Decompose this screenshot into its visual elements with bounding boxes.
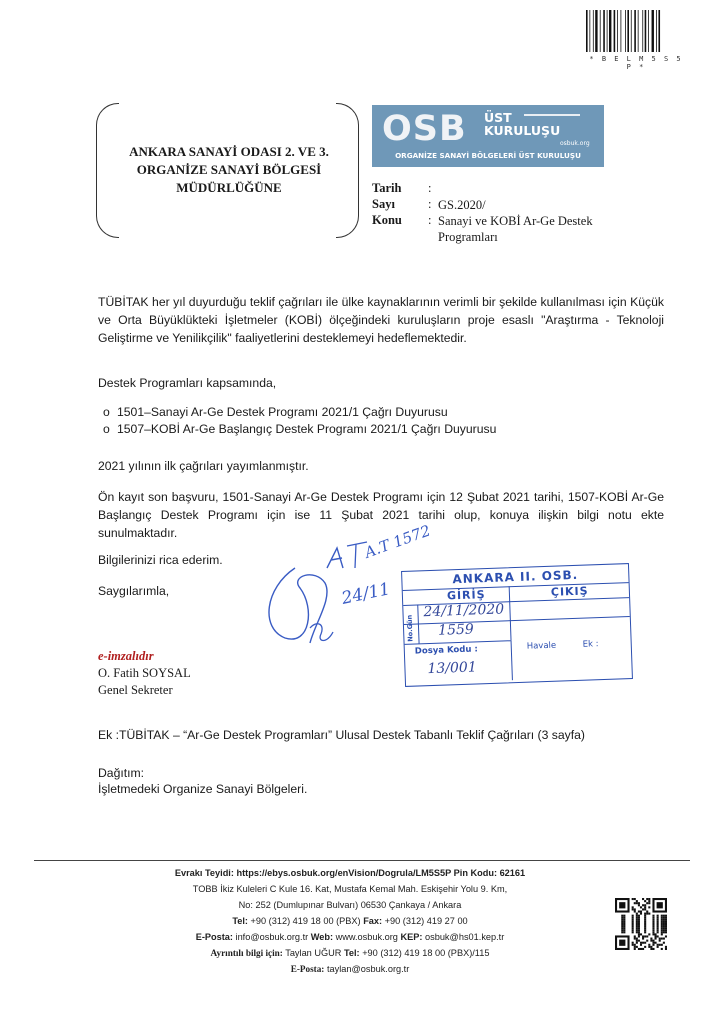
kep-label: KEP: xyxy=(400,932,423,942)
subject-colon: : xyxy=(428,213,432,227)
esign-label: e-imzalıdır xyxy=(98,649,154,663)
contact-tel-label: Tel: xyxy=(343,948,360,958)
contact-label: Ayrıntılı bilgi için: xyxy=(210,948,283,958)
email-value[interactable]: info@osbuk.org.tr xyxy=(235,932,309,942)
signer-title: Genel Sekreter xyxy=(98,683,173,697)
stamp-ek-label: Ek : xyxy=(582,639,599,650)
logo-subtitle: ORGANİZE SANAYİ BÖLGELERİ ÜST KURULUŞU xyxy=(395,151,581,160)
footer-address-1: TOBB İkiz Kuleleri C Kule 16. Kat, Mustafa Kemal Mah. Eskişehir Yolu 9. Km, xyxy=(192,884,508,894)
verify-link[interactable]: https://ebys.osbuk.org/enVision/Dogrula/LM5S5P Pin Kodu: 62161 xyxy=(236,868,526,878)
recipient-line-3: MÜDÜRLÜĞÜNE xyxy=(176,180,282,195)
date-label: Tarih xyxy=(372,181,402,195)
contact-email-value[interactable]: taylan@osbuk.org.tr xyxy=(326,964,410,974)
footer-address-2: No: 252 (Dumlupınar Bulvarı) 06530 Çankaya / Ankara xyxy=(238,900,462,910)
subject-value: Sanayi ve KOBİ Ar-Ge Destek Programları xyxy=(438,214,593,244)
signer-block xyxy=(98,665,191,699)
attachment-line: Ek :TÜBİTAK – “Ar-Ge Destek Programları” Ulusal Destek Tabanlı Teklif Çağrıları (3 sayfa) xyxy=(98,728,585,742)
footer-verify xyxy=(100,865,600,881)
footer-contact-person xyxy=(100,945,600,961)
contact-tel-value: +90 (312) 419 18 00 (PBX)/115 xyxy=(362,948,490,958)
logo-url: osbuk.org xyxy=(560,140,590,147)
handwritten-date: 24/11 xyxy=(339,579,392,609)
logo-stripes xyxy=(522,114,592,119)
program-item-2 xyxy=(103,422,496,436)
stamp-out-label: ÇIKIŞ xyxy=(550,584,589,599)
stamp-no-gun-label: No.Gün xyxy=(405,614,415,642)
barcode-code: * B E L M 5 S 5 P * xyxy=(589,55,683,71)
barcode-image xyxy=(586,10,686,52)
stamp-dosya-label: Dosya Kodu : xyxy=(414,644,478,657)
logo-kurulusu-text: KURULUŞU xyxy=(484,123,561,138)
signer-name: O. Fatih SOYSAL xyxy=(98,666,191,680)
intro-paragraph: TÜBİTAK her yıl duyurduğu teklif çağrıları ile ülke kaynaklarının verimli bir şekilde kullanılması için Küçük ve Orta Büyüklükteki İşletmeler (KOBİ) ölçeğindeki kuruluşların proje esaslı "Araştırma - Teknoloji Geliştirme ve Yenilikçilik" faaliyetlerini desteklemeyi hedeflemektedir. xyxy=(98,295,664,345)
web-label: Web: xyxy=(310,932,334,942)
logo-ust-text: ÜST xyxy=(484,110,512,125)
bullet: o xyxy=(103,405,110,419)
number-colon: : xyxy=(428,197,432,211)
fax-label: Fax: xyxy=(363,916,383,926)
stamp-column-line xyxy=(509,586,512,640)
qr-code-image xyxy=(615,898,667,950)
date-colon: : xyxy=(428,181,432,195)
email-label: E-Posta: xyxy=(195,932,233,942)
registry-stamp xyxy=(401,563,633,687)
distribution-label: Dağıtım: xyxy=(98,766,145,780)
stamp-in-label: GİRİŞ xyxy=(446,588,486,603)
recipient-line-2: ORGANİZE SANAYİ BÖLGESİ xyxy=(136,162,322,177)
bullet: o xyxy=(103,422,110,436)
tel-value: +90 (312) 419 18 00 (PBX) xyxy=(250,916,361,926)
recipient-line-1: ANKARA SANAYİ ODASI 2. VE 3. xyxy=(129,144,329,159)
osb-logo xyxy=(372,105,604,167)
footer-phone xyxy=(100,913,600,929)
number-label: Sayı xyxy=(372,197,395,211)
published-line: 2021 yılının ilk çağrıları yayımlanmıştır. xyxy=(98,459,309,473)
web-value[interactable]: www.osbuk.org xyxy=(335,932,398,942)
contact-email-label: E-Posta: xyxy=(290,964,325,974)
stamp-date: 24/11/2020 xyxy=(423,601,505,621)
logo-osb-text: OSB xyxy=(382,109,467,149)
program-item-1 xyxy=(103,405,448,419)
handwritten-note: A.T 1572 xyxy=(362,521,433,562)
footer-divider xyxy=(34,860,690,861)
regards-line: Saygılarımla, xyxy=(98,584,170,598)
program-label-1: 1501–Sanayi Ar-Ge Destek Programı 2021/1 Çağrı Duyurusu xyxy=(117,405,448,419)
stamp-column-line xyxy=(511,640,513,680)
stamp-number: 1559 xyxy=(437,621,475,639)
stamp-havale-label: Havale xyxy=(526,640,557,652)
programs-intro: Destek Programları kapsamında, xyxy=(98,376,277,390)
kep-value[interactable]: osbuk@hs01.kep.tr xyxy=(425,932,505,942)
recipient-bracket-left xyxy=(96,103,119,238)
fax-value: +90 (312) 419 27 00 xyxy=(384,916,468,926)
contact-value: Taylan UĞUR xyxy=(285,948,342,958)
stamp-dosya-value: 13/001 xyxy=(427,659,478,678)
footer-contact-email xyxy=(100,961,600,977)
subject-label: Konu xyxy=(372,213,402,227)
tel-label: Tel: xyxy=(232,916,248,926)
stamp-title: ANKARA II. OSB. xyxy=(452,567,579,587)
number-value: GS.2020/ xyxy=(438,198,486,212)
distribution-value: İşletmedeki Organize Sanayi Bölgeleri. xyxy=(98,782,308,796)
deadline-paragraph: Ön kayıt son başvuru, 1501-Sanayi Ar-Ge Destek Programı için 12 Şubat 2021 tarihi, 1507-KOBİ Ar-Ge Başlangıç Destek Programı için ise 11 Şubat 2021 tarihi olup, konuya ilişkin bilgi notu ekte sunulmaktadır. xyxy=(98,490,664,540)
verify-label: Evrakı Teyidi: xyxy=(174,868,234,878)
recipient-block xyxy=(118,143,340,197)
request-line: Bilgilerinizi rica ederim. xyxy=(98,553,223,567)
program-label-2: 1507–KOBİ Ar-Ge Başlangıç Destek Programı 2021/1 Çağrı Duyurusu xyxy=(117,422,497,436)
footer-contacts xyxy=(100,929,600,945)
